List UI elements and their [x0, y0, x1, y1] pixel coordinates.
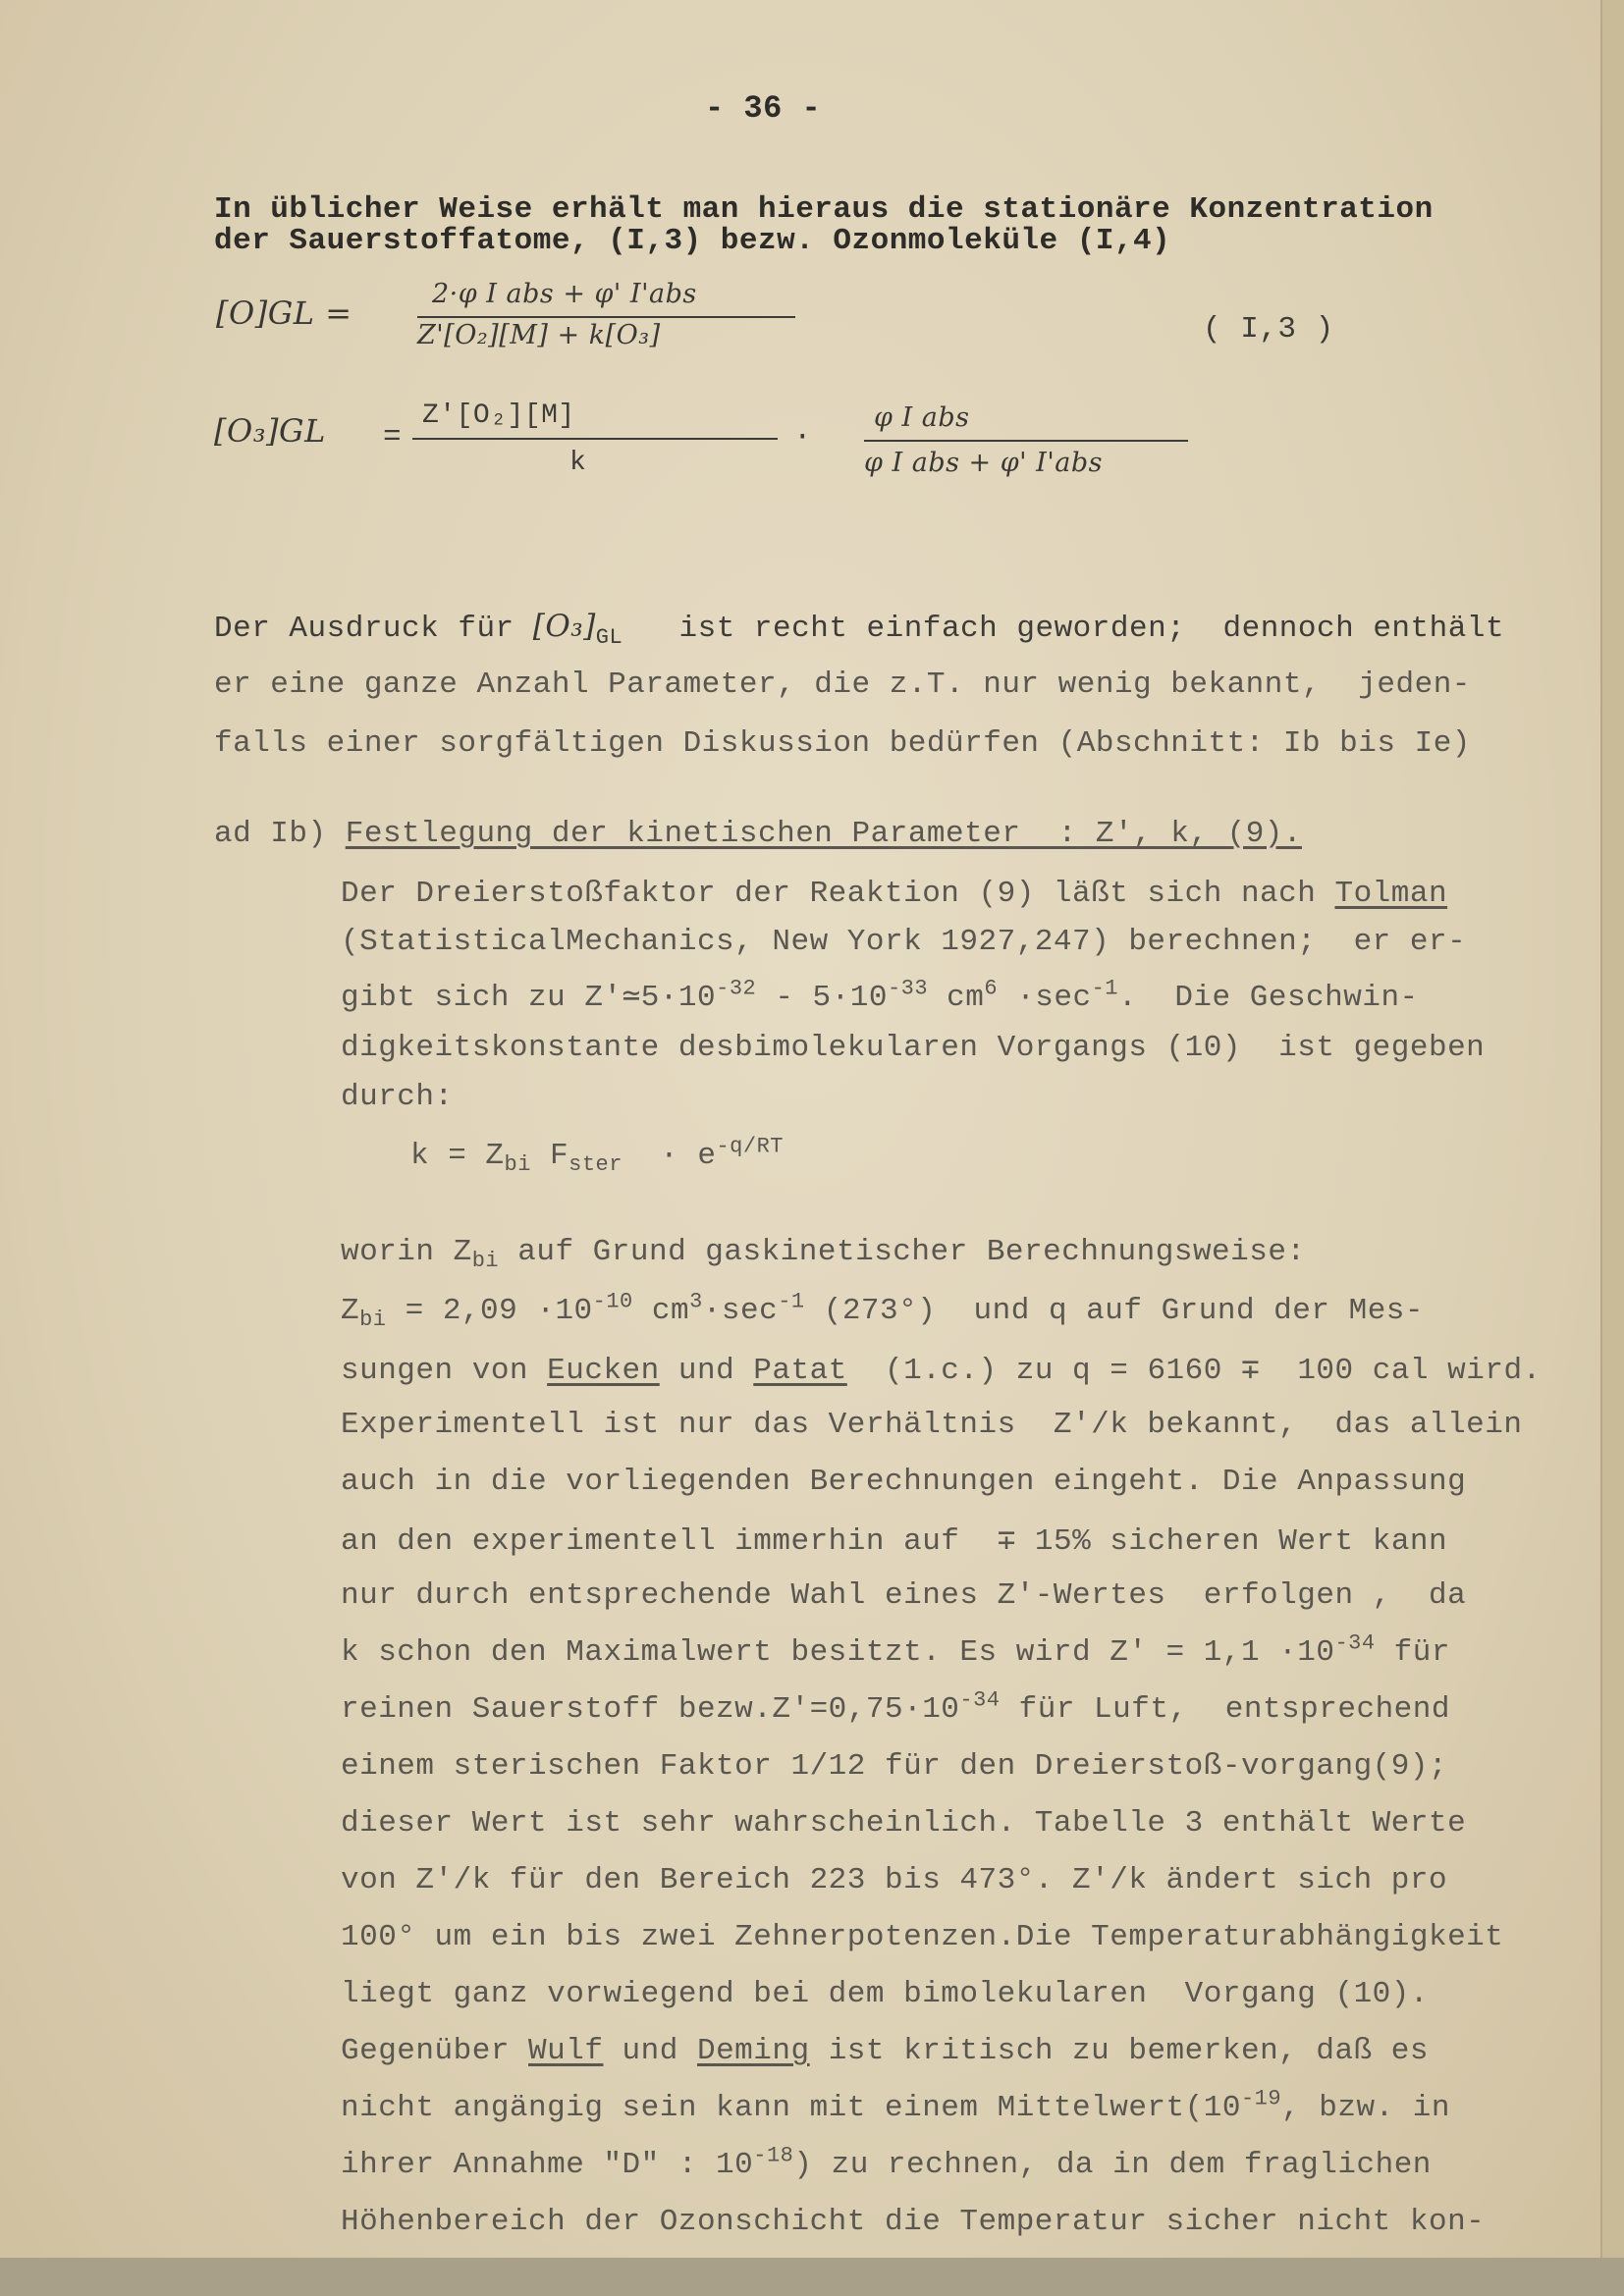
intro-line-2: der Sauerstoffatome, (I,3) bezw. Ozonmoleküle (I,4): [214, 224, 1171, 258]
eq2-fraction-bar-1: [412, 438, 778, 440]
eq2-dot: ·: [793, 420, 813, 454]
para3-line-12: von Z'/k für den Bereich 223 bis 473°. Z'/k ändert sich pro: [341, 1863, 1448, 1897]
para2-line-4: digkeitskonstante desbimolekularen Vorgangs (10) ist gegeben: [341, 1031, 1486, 1065]
equation-k: $k = Z_{bi}$ $F_{ster} \cdot e^{-q/RT}$: [410, 1134, 784, 1178]
eq2-numerator-2: φ I abs: [874, 402, 970, 433]
eq1-numerator: 2·φ I abs + φ' I'abs: [432, 279, 697, 309]
para3-line-6: an den experimentell immerhin auf ∓ 15% sicheren Wert kann: [341, 1524, 1448, 1559]
para3-line-13: 100° um ein bis zwei Zehnerpotenzen.Die Temperaturabhängigkeit: [341, 1920, 1504, 1954]
eq1-lhs: [O]GL =: [216, 294, 352, 332]
para3-line-18: Höhenbereich der Ozonschicht die Temperatur sicher nicht kon-: [341, 2205, 1486, 2239]
para2-line-5: durch:: [341, 1080, 454, 1114]
para2-line-2: (StatisticalMechanics, New York 1927,247) berechnen; er er-: [341, 925, 1467, 959]
para3-line-14: liegt ganz vorwiegend bei dem bimolekularen Vorgang (10).: [341, 1977, 1429, 2011]
para3-line-3: sungen von Eucken und Patat (1.c.) zu q = 6160 ∓ 100 cal wird.: [341, 1354, 1542, 1388]
para2-line-3: gibt sich zu $Z'≃5\cdot 10^{-32} - 5\cdot 10^{-33}$ $cm^6 \cdot\sec^{-1}$. Die Geschwin-: [341, 976, 1419, 1015]
section-heading: ad Ib) Festlegung der kinetischen Parameter : Z', k, (9).: [214, 817, 1302, 851]
scan-edge: [0, 2258, 1624, 2296]
para3-line-9: reinen Sauerstoff $bezw.Z'=0,75\cdot 10^{-34}$ für Luft, entsprechend: [341, 1687, 1450, 1727]
para3-line-16: nicht angängig sein kann mit einem $Mittelwert(10^{-19}$, bzw. in: [341, 2086, 1450, 2125]
intro-line-1: In üblicher Weise erhält man hieraus die stationäre Konzentration: [214, 192, 1434, 227]
para3-line-5: auch in die vorliegenden Berechnungen eingeht. Die Anpassung: [341, 1465, 1467, 1499]
eq2-fraction-bar-2: [864, 440, 1188, 442]
para1-line-1: Der Ausdruck für $[O_3]_{GL}$ ist recht einfach geworden; dennoch enthält: [214, 609, 1505, 651]
para3-line-4: Experimentell ist nur das Verhältnis Z'/k bekannt, das allein: [341, 1408, 1523, 1442]
eq2-denominator-1: k: [569, 448, 587, 478]
para2-line-1: Der Dreierstoßfaktor der Reaktion (9) läßt sich nach Tolman: [341, 877, 1448, 911]
eq2-denominator-2: φ I abs + φ' I'abs: [864, 448, 1103, 478]
eq1-denominator: Z'[O₂][M] + k[O₃]: [417, 320, 661, 350]
eq1-label: ( I,3 ): [1203, 312, 1334, 347]
para1-line-3: falls einer sorgfältigen Diskussion bedürfen (Abschnitt: Ib bis Ie): [214, 726, 1471, 761]
eq2-numerator-1: Z'[O₂][M]: [422, 400, 575, 431]
para3-line-11: dieser Wert ist sehr wahrscheinlich. Tabelle 3 enthält Werte: [341, 1806, 1467, 1841]
page-number: - 36 -: [705, 90, 822, 127]
para3-line-1: worin $Z_{bi}$ auf Grund gaskinetischer Berechnungsweise:: [341, 1235, 1306, 1274]
section-title: Festlegung der kinetischen Parameter: [345, 817, 1021, 851]
para3-line-15: Gegenüber Wulf und Deming ist kritisch zu bemerken, daß es: [341, 2034, 1429, 2068]
para3-line-2: $Z_{bi} = 2,09 \cdot 10^{-10}$ $cm^3\cdot\sec^{-1}$ (273°) und q auf Grund der Mes-: [341, 1289, 1425, 1333]
eq1-fraction-bar: [417, 316, 795, 318]
para3-line-7: nur durch entsprechende Wahl eines Z'-Wertes erfolgen , da: [341, 1578, 1467, 1613]
para3-line-8: k schon den Maximalwert besitzt. Es wird $Z' = 1,1 \cdot 10^{-34}$ für: [341, 1630, 1450, 1670]
eq2-equals: =: [383, 420, 403, 454]
para3-line-17: ihrer Annahme "D" : $10^{-18}$) zu rechnen, da in dem fraglichen: [341, 2143, 1432, 2182]
para3-line-10: einem sterischen Faktor 1/12 für den Dreierstoß-vorgang(9);: [341, 1749, 1448, 1784]
para1-line-2: er eine ganze Anzahl Parameter, die z.T. nur wenig bekannt, jeden-: [214, 667, 1471, 702]
eq2-lhs: [O₃]GL: [214, 412, 326, 450]
